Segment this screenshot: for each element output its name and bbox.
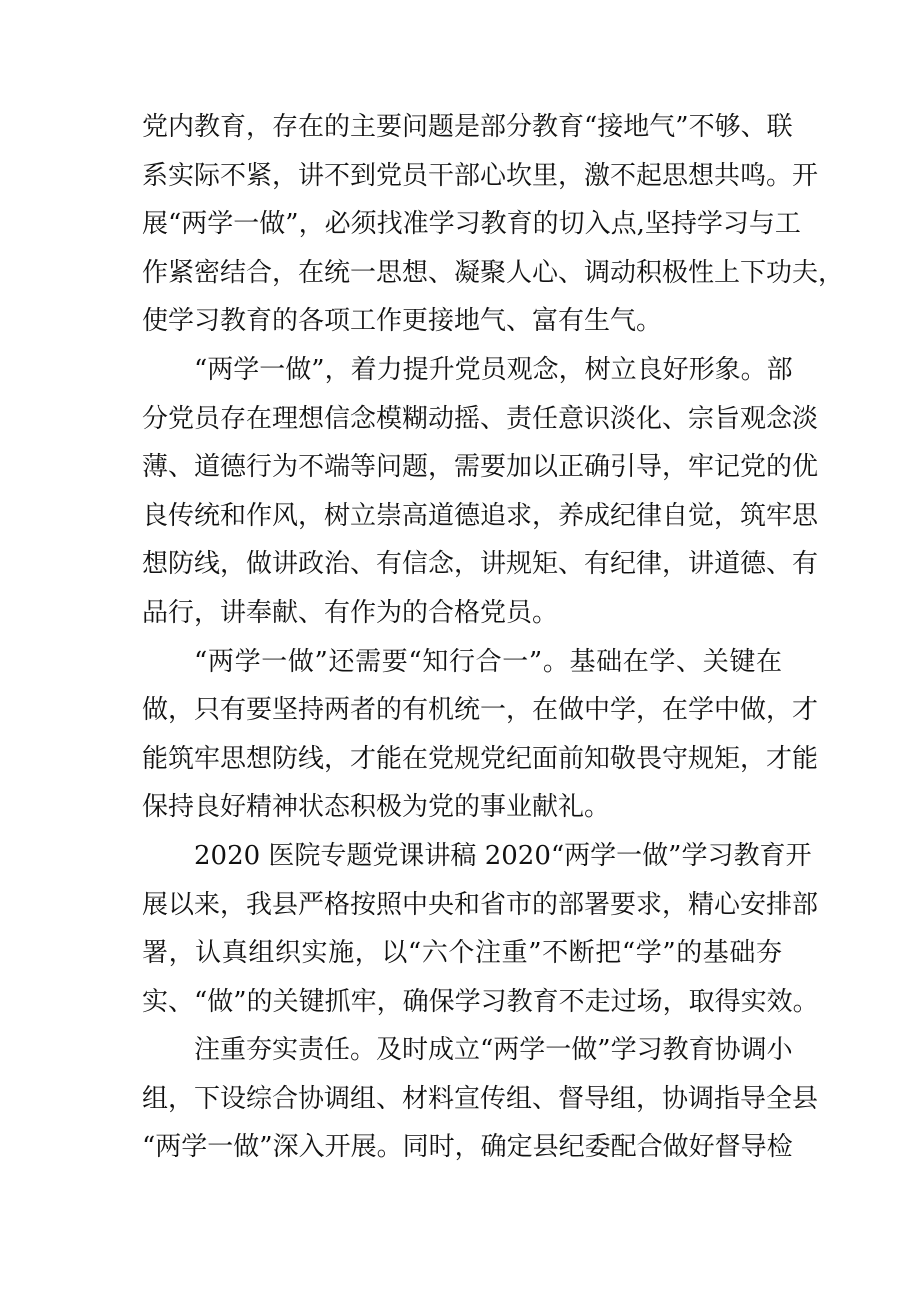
text-line: 保持良好精神状态积极为党的事业献礼。	[142, 792, 611, 823]
text-line: 实、“做”的关键抓牢，确保学习教育不走过场，取得实效。	[142, 986, 819, 1017]
text-line: 分党员存在理想信念模糊动摇、责任意识淡化、宗旨观念淡	[142, 403, 819, 434]
text-line: 系实际不紧，讲不到党员干部心坎里，激不起思想共鸣。开	[142, 160, 819, 191]
text-line: 注重夯实责任。及时成立“两学一做”学习教育协调小	[194, 1035, 793, 1066]
text-line: 组，下设综合协调组、材料宣传组、督导组，协调指导全县	[142, 1083, 819, 1114]
text-line: 2020 医院专题党课讲稿 2020“两学一做”学习教育开	[194, 840, 812, 871]
text-line: 做，只有要坚持两者的有机统一，在做中学，在学中做，才	[142, 695, 819, 726]
text-line: 能筑牢思想防线，才能在党规党纪面前知敬畏守规矩，才能	[142, 743, 819, 774]
paragraph-2	[142, 346, 819, 638]
text-line: 使学习教育的各项工作更接地气、富有生气。	[142, 306, 663, 337]
text-line: “两学一做”，着力提升党员观念，树立良好形象。部	[194, 354, 793, 385]
text-line: 展“两学一做”，必须找准学习教育的切入点,坚持学习与工	[142, 209, 801, 240]
text-line: “两学一做”深入开展。同时，确定县纪委配合做好督导检	[142, 1132, 793, 1163]
paragraph-4	[142, 832, 819, 1026]
text-line: 党内教育，存在的主要问题是部分教育“接地气”不够、联	[142, 112, 793, 142]
text-line: 想防线，做讲政治、有信念，讲规矩、有纪律，讲道德、有	[142, 549, 819, 580]
paragraph-1	[142, 103, 845, 346]
document-body	[142, 103, 845, 1172]
paragraph-5	[142, 1026, 819, 1172]
text-line: 薄、道德行为不端等问题，需要加以正确引导，牢记党的优	[142, 452, 819, 483]
text-line: 品行，讲奉献、有作为的合格党员。	[142, 597, 559, 628]
text-line: 良传统和作风，树立崇高道德追求，养成纪律自觉，筑牢思	[142, 500, 819, 531]
text-line: 署，认真组织实施，以“六个注重”不断把“学”的基础夯	[142, 938, 782, 969]
paragraph-3	[142, 638, 819, 832]
text-line: 展以来，我县严格按照中央和省市的部署要求，精心安排部	[142, 889, 819, 920]
text-line: 作紧密结合，在统一思想、凝聚人心、调动积极性上下功夫，	[142, 257, 845, 288]
text-line: “两学一做”还需要“知行合一”。基础在学、关键在	[194, 646, 782, 677]
